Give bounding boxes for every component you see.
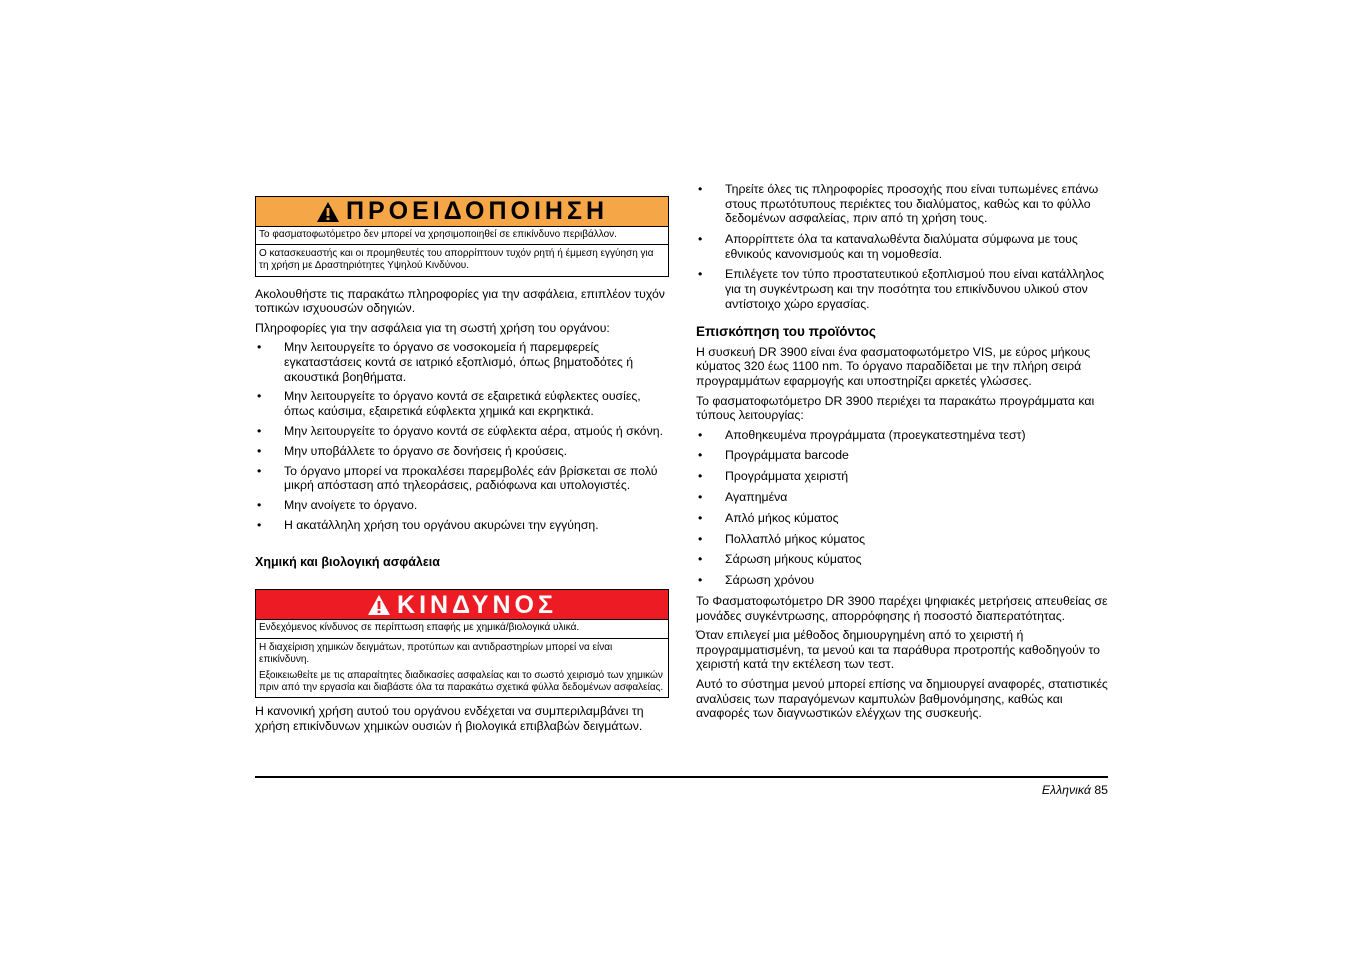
reports-paragraph: Αυτό το σύστημα μενού μπορεί επίσης να δημιουργεί αναφορές, στατιστικές αναλύσεις των παραγόμενων καμπυλών βαθμονόμησης, καθώς και αναφορές των διαγνωστικών ελέγχων της συσκευής.: [696, 676, 1108, 721]
list-item: • Σάρωση μήκους κύματος: [696, 552, 1110, 567]
measurements-paragraph: Το Φασματοφωτόμετρο DR 3900 παρέχει ψηφιακές μετρήσεις απευθείας σε μονάδες συγκέντρωσης, απορρόφησης ή ποσοστό διαπερατότητας.: [696, 593, 1108, 623]
page-number: 85: [1094, 783, 1108, 797]
list-item: • Απορρίπτετε όλα τα καταναλωθέντα διαλύματα σύμφωνα με τους εθνικούς κανονισμούς και τη νομοθεσία.: [696, 232, 1110, 261]
warning-triangle-icon: [367, 594, 391, 616]
footer-rule: [255, 776, 1108, 778]
list-item: • Αγαπημένα: [696, 490, 1110, 505]
chemical-safety-heading: Χημική και βιολογική ασφάλεια: [255, 554, 440, 569]
danger-title: ΚΙΝΔΥΝΟΣ: [397, 590, 557, 619]
warning-box-header: [256, 197, 668, 227]
warning-box: [255, 196, 669, 277]
danger-box-header: [256, 590, 668, 620]
list-item: • Αποθηκευμένα προγράμματα (προεγκατεστημένα τεστ): [696, 428, 1110, 443]
overview-paragraph: Η συσκευή DR 3900 είναι ένα φασματοφωτόμετρο VIS, με εύρος μήκους κύματος 320 έως 1100 nm. Το όργανο παραδίδεται με την πλήρη σειρά προγραμμάτων εφαρμογής και υποστηρίζει αρκετές γλώσσες.: [696, 344, 1091, 388]
list-item: • Επιλέγετε τον τύπο προστατευτικού εξοπλισμού που είναι κατάλληλος για τη συγκέντρωση και την ποσότητα του επικίνδυνου υλικού στον αντίστοιχο χώρο εργασίας.: [696, 267, 1110, 311]
list-item: • Προγράμματα barcode: [696, 448, 1110, 463]
warning-line: Ο κατασκευαστής και οι προμηθευτές του απορρίπτουν τυχόν ρητή ή έμμεση εγγύηση για τη χρήση με Δραστηριότητες Υψηλού Κινδύνου.: [259, 248, 654, 272]
right-column: [696, 182, 1110, 726]
warning-triangle-icon: [316, 201, 340, 223]
danger-box-body: [256, 620, 668, 697]
list-item: • Προγράμματα χειριστή: [696, 469, 1110, 484]
left-column: [255, 196, 669, 739]
list-item: • Μην λειτουργείτε το όργανο κοντά σε εύφλεκτα αέρα, ατμούς ή σκόνη.: [255, 424, 669, 439]
list-item: • Η ακατάλληλη χρήση του οργάνου ακυρώνει την εγγύηση.: [255, 518, 669, 533]
page-footer: [1042, 783, 1108, 797]
warning-box-body: [256, 227, 668, 276]
warning-title: ΠΡΟΕΙΔΟΠΟΙΗΣΗ: [345, 197, 609, 226]
list-item: • Το όργανο μπορεί να προκαλέσει παρεμβολές εάν βρίσκεται σε πολύ μικρή απόσταση από τηλεοράσεις, ραδιόφωνα και υπολογιστές.: [255, 464, 669, 493]
list-item: • Μην υποβάλλετε το όργανο σε δονήσεις ή κρούσεις.: [255, 444, 669, 459]
intro-paragraph: Ακολουθήστε τις παρακάτω πληροφορίες για την ασφάλεια, επιπλέον τυχόν τοπικών ισχυουσών οδηγιών.: [255, 286, 665, 316]
list-item: • Μην λειτουργείτε το όργανο κοντά σε εξαιρετικά εύφλεκτες ουσίες, όπως καύσιμα, εξαιρετικά εύφλεκτα χημικά και εκρηκτικά.: [255, 389, 669, 418]
list-item: • Πολλαπλό μήκος κύματος: [696, 532, 1110, 547]
product-overview-heading: Επισκόπηση του προϊόντος: [696, 324, 876, 340]
list-item: • Τηρείτε όλες τις πληροφορίες προσοχής που είναι τυπωμένες επάνω στους πρωτότυπους περιέκτες του διαλύματος, καθώς και το φύλλο δεδομένων ασφαλείας, πριν από τη χρήση τους.: [696, 182, 1110, 226]
normal-use-paragraph: Η κανονική χρήση αυτού του οργάνου ενδέχεται να συμπεριλαμβάνει τη χρήση επικίνδυνων χημικών ουσιών ή βιολογικά επιβλαβών δειγμάτων.: [255, 704, 644, 733]
menu-guidance-paragraph: Όταν επιλεγεί μια μέθοδος δημιουργημένη από το χειριστή ή προγραμματισμένη, τα μενού και τα παράθυρα προτροπής καθοδηγούν το χειριστή κατά την εκτέλεση των τεστ.: [696, 628, 1100, 672]
programs-bullet-list: [696, 428, 1110, 588]
list-item: • Σάρωση χρόνου: [696, 573, 1110, 588]
list-item: • Απλό μήκος κύματος: [696, 511, 1110, 526]
danger-line: Εξοικειωθείτε με τις απαραίτητες διαδικασίες ασφαλείας και το σωστό χειρισμό των χημικών πριν από την εργασία και διαβάστε όλα τα παρακάτω σχετικά φύλλα δεδομένων ασφαλείας.: [259, 669, 664, 694]
programs-intro-paragraph: Το φασματοφωτόμετρο DR 3900 περιέχει τα παρακάτω προγράμματα και τύπους λειτουργίας:: [696, 393, 1095, 423]
safety-info-paragraph: Πληροφορίες για την ασφάλεια για τη σωστή χρήση του οργάνου:: [255, 320, 610, 335]
list-item: • Μην ανοίγετε το όργανο.: [255, 498, 669, 513]
danger-line: Ενδεχόμενος κίνδυνος σε περίπτωση επαφής με χημικά/βιολογικά υλικά.: [256, 622, 668, 638]
list-item: • Μην λειτουργείτε το όργανο σε νοσοκομεία ή παρεμφερείς εγκαταστάσεις κοντά σε ιατρικό εξοπλισμό, όπως βηματοδότες ή ακουστικά βοηθήματα.: [255, 340, 669, 384]
precaution-bullet-list: [696, 182, 1110, 311]
footer-language: Ελληνικά: [1041, 783, 1091, 797]
safety-bullet-list: [255, 340, 669, 532]
warning-line: Το φασματοφωτόμετρο δεν μπορεί να χρησιμοποιηθεί σε επικίνδυνο περιβάλλον.: [256, 229, 668, 245]
danger-box: [255, 589, 669, 698]
danger-line: Η διαχείριση χημικών δειγμάτων, προτύπων και αντιδραστηρίων μπορεί να είναι επικίνδυνη.: [259, 641, 613, 665]
